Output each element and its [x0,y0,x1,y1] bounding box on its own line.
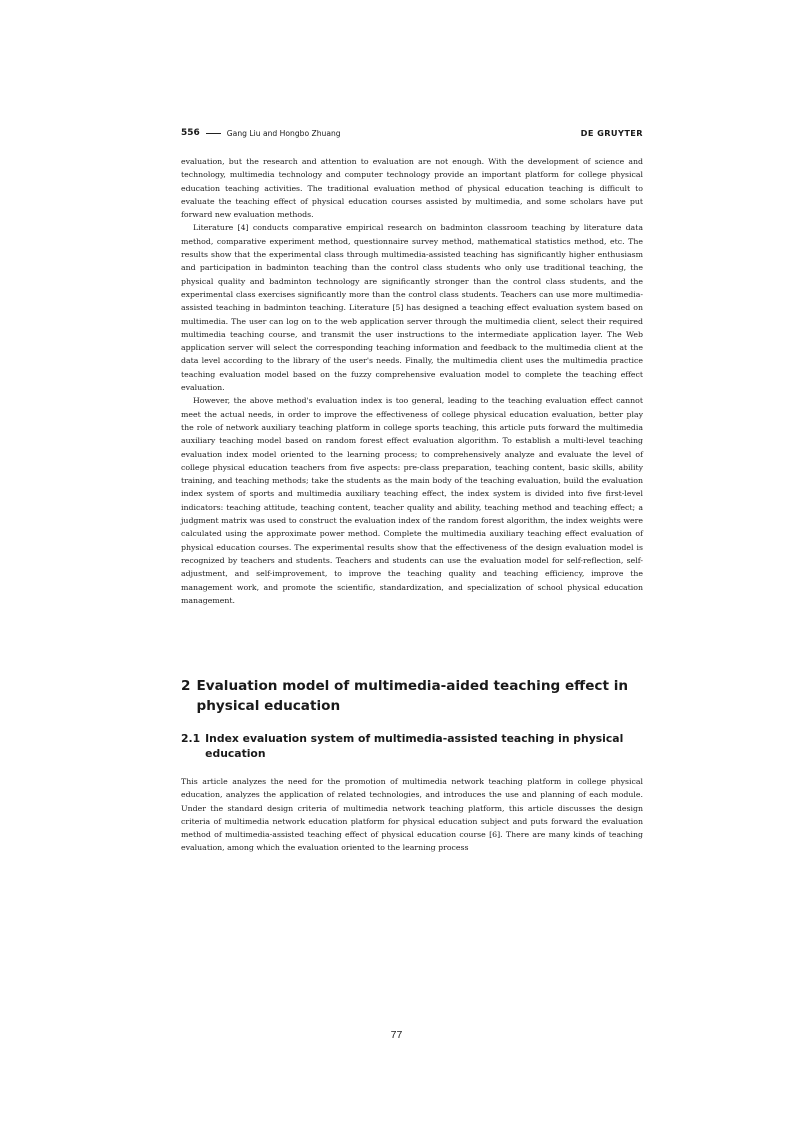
footer-page-number: 77 [390,1029,403,1041]
section-heading [181,676,643,716]
section-title: Evaluation model of multimedia-aided teaching effect in physical education [196,678,629,714]
header-authors: Gang Liu and Hongbo Zhuang [226,128,341,138]
paragraph-1: evaluation, but the research and attention to evaluation are not enough. With the development of science and technology, multimedia technology and computer technology provide an important platform for college physical education teaching activities. The traditional evaluation method of physical education teaching is difficult to evaluate the teaching effect of physical education courses assisted by multimedia, and some scholars have put forward new evaluation methods. [181,157,643,220]
header-dash [206,133,221,134]
body-text-section [181,775,643,855]
subsection-heading [181,731,643,761]
section-number: 2 [181,678,191,694]
running-header [181,126,643,140]
header-publisher: DE GRUYTER [580,128,643,138]
paragraph-3: However, the above method's evaluation index is too general, leading to the teaching evaluation effect cannot meet the actual needs, in order to improve the effectiveness of college physical education evaluation, better play the role of network auxiliary teaching platform in college sports teaching, this article puts forward the multimedia auxiliary teaching model based on random forest effect evaluation algorithm. To establish a multi-level teaching evaluation index model oriented to the learning process; to comprehensively analyze and evaluate the level of college physical education teachers from five aspects: pre-class preparation, teaching content, basic skills, ability training, and teaching methods; take the students as the main body of the teaching evaluation, build the evaluation index system of sports and multimedia auxiliary teaching effect, the index system is divided into five first-level indicators: teaching attitude, teaching content, teacher quality and ability, teaching method and teaching effect; a judgment matrix was used to construct the evaluation index of the random forest algorithm, the index weights were calculated using the approximate power method. Complete the multimedia auxiliary teaching effect evaluation of physical education courses. The experimental results show that the effectiveness of the design evaluation model is recognized by teachers and students. Teachers and students can use the evaluation model for self-reflection, self-adjustment, and self-improvement, to improve the teaching quality and teaching efficiency, improve the management work, and promote the scientific, standardization, and specialization of school physical education management. [181,396,643,605]
paragraph-4: This article analyzes the need for the promotion of multimedia network teaching platform in college physical education, analyzes the application of related technologies, and introduces the use and planning of each module. Under the standard design criteria of multimedia network teaching platform, this article discusses the design criteria of multimedia network education platform for physical education subject and puts forward the evaluation method of multimedia-assisted teaching effect of physical education course [6]. There are many kinds of teaching evaluation, among which the evaluation oriented to the learning process [181,777,643,853]
subsection-number: 2.1 [181,732,201,745]
subsection-title: Index evaluation system of multimedia-assisted teaching in physical education [205,732,624,760]
header-page-number: 556 [181,128,200,138]
paragraph-2: Literature [4] conducts comparative empirical research on badminton classroom teaching by literature data method, comparative experiment method, questionnaire survey method, mathematical statistics method, etc. The results show that the experimental class through multimedia-assisted teaching has significantly higher enthusiasm and participation in badminton teaching than the control class students who only use traditional teaching, the physical quality and badminton technology are significantly stronger than the control class students, and the experimental class exercises significantly more than the control class students. Teachers can use more multimedia-assisted teaching in badminton teaching. Literature [5] has designed a teaching effect evaluation system based on multimedia. The user can log on to the web application server through the multimedia client, select their required multimedia teaching course, and transmit the user instructions to the intermediate application layer. The Web application server will select the corresponding teaching information and feedback to the multimedia client at the data level according to the library of the user's needs. Finally, the multimedia client uses the multimedia practice teaching evaluation model based on the fuzzy comprehensive evaluation model to complete the teaching effect evaluation. [181,223,643,393]
body-text-top [181,155,643,607]
